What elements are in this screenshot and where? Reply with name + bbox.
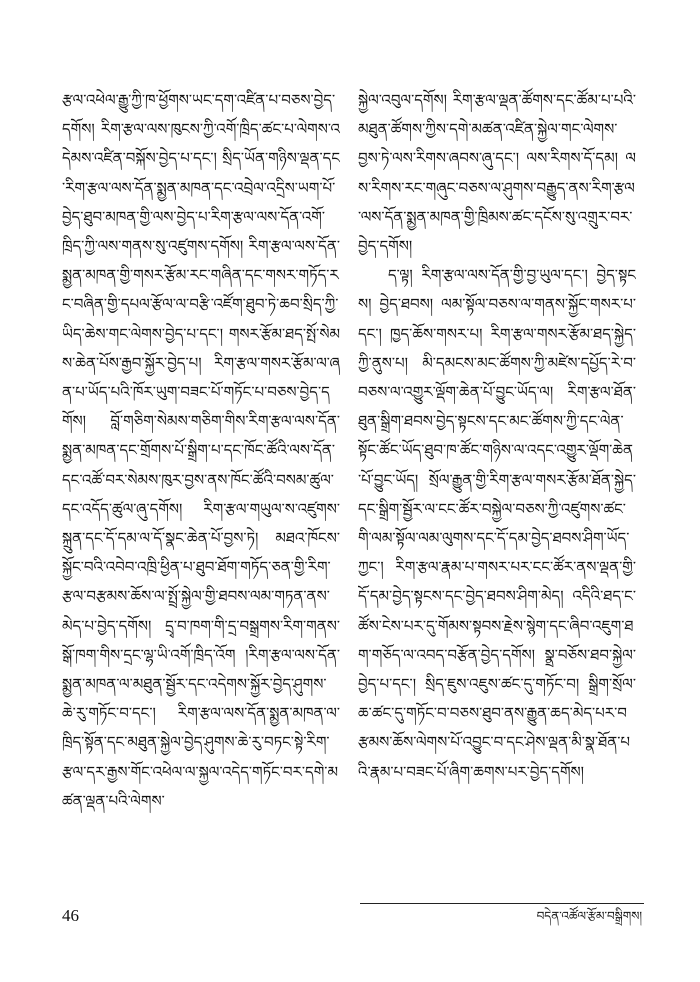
text-column-left <box>62 86 340 892</box>
text-column-right <box>358 86 636 892</box>
body-paragraph: རྩལ་འཕེལ་རྒྱུ་ཀྱི་ཁ་ཕྱོགས་ཡང་དག་འཛིན་པ་བཅས་བྱེད་དགོས། རིག་རྩལ་ལས་ཁུངས་ཀྱི་འགོ་ཁྲིད་ཚང་པ་ལེགས་འདེམས་འཛིན་བསྐོས་བྱེད་པ་དང་། སྲིད་ཡོན་གཉིས་ལྡན་དང་རིག་རྩལ་ལས་དོན་སྨྱན་མཁན་དང་འབྲེལ་འདྲིས་ཡག་པོ་བྱེད་ཐུབ་མཁན་གྱི་ལས་བྱེད་པ་རིག་རྩལ་ལས་དོན་འགོ་ཁྲིད་ཀྱི་ལས་གནས་སུ་འཛུགས་དགོས། རིག་རྩལ་ལས་དོན་སྨྱན་མཁན་གྱི་གསར་རྩོམ་རང་གཞིན་དང་གསར་གཏོད་རང་བཞིན་གྱི་དཔལ་རྩོལ་ལ་བརྩི་འཛོག་ཐུབ་ཏེ་ཆབ་སྲིད་ཀྱི་ཡིད་ཆེས་གང་ལེགས་བྱེད་པ་དང་། གསར་རྩོམ་ཐད་སྤོ་སེམས་ཆེན་པོས་རྒྱབ་སྐྱོར་བྱེད་པ། རིག་རྩལ་གསར་རྩོམ་ལ་ཞན་པ་ཡོད་པའི་ཁོར་ཡུག་བཟང་པོ་གཏོང་པ་བཅས་བྱེད་དགོས། བློ་གཅིག་སེམས་གཅིག་གིས་རིག་རྩལ་ལས་དོན་སྨྱན་མཁན་དང་གྲོགས་པོ་སྒྲིག་པ་དང་ཁོང་ཚོའི་ལས་དོན་དང་འཚོ་བར་སེམས་ཁུར་བྱས་ནས་ཁོང་ཚོའི་བསམ་ཚུལ་དང་འདོད་ཚུལ་ཞུ་དགོས། རིག་རྩལ་གཡུལ་ས་འཛུགས་སྐྲུན་དང་དོ་དམ་ལ་དོ་སྣང་ཆེན་པོ་བྱས་ཏེ། མཐའ་ཁོངས་སྐྱོང་བའི་འབེབ་འཁྲི་ཕྱིན་པ་ཐུབ་ཐོག་གཏོད་ཅན་གྱི་རིག་རྩལ་བརྩམས་ཆོས་ལ་སྤྲོ་སྐྱེལ་གྱི་ཐབས་ལམ་གཏན་ནས་མེད་པ་བྱེད་དགོས། དྲྭ་བ་ཁག་གི་དྲ་བསྒྲགས་རིག་གནས་སྒོ་ཁག་གིས་དྲང་ལྷ་ཡི་འགོ་ཁྲིད་འོག །རིག་རྩལ་ལས་དོན་སྨྱན་མཁན་ལ་མཐུན་སྦྱོར་དང་འདེགས་སྐྱོར་བྱེད་ཤུགས་ཆེ་རུ་གཏོང་བ་དང་། རིག་རྩལ་ལས་དོན་སྨྱན་མཁན་ལ་ཁྲིད་སྟོན་དང་མཐུན་སྐྱེལ་བྱེད་ཤུགས་ཆེ་རུ་བཏང་སྟེ་རིག་རྩལ་དར་རྒྱས་གོང་འཕེལ་ལ་སྐྱལ་འདེད་གཏོང་བར་དགེ་མཚན་ལྡན་པའི་ལེགས་ <box>62 91 340 810</box>
body-paragraph: སྐྱེལ་འབུལ་དགོས། རིག་རྩལ་ལྡན་ཚོགས་དང་ཚོམ་པ་པའི་མཐུན་ཚོགས་ཀྱིས་དགེ་མཚན་འཛིན་སྐྱེལ་གང་ལེགས་བྱས་ཏེ་ལས་རིགས་ཞབས་ཞུ་དང་། ལས་རིགས་དོ་དམ། ལས་རིགས་རང་གཞུང་བཅས་ལ་ཤུགས་བརྒྱུད་ནས་རིག་རྩལ་ལས་དོན་སྨྱན་མཁན་གྱི་ཁྲིམས་ཚང་དངོས་སུ་འགྲུར་བར་བྱེད་དགོས། <box>358 91 636 256</box>
running-footer-title: བདེན་འཚོལ་རྩོམ་བསྒྲིགས། <box>536 909 642 923</box>
body-paragraph: ད་ལྟ། རིག་རྩལ་ལས་དོན་གྱི་བྱ་ཡུལ་དང་། བྱེད་སྟངས། བྱེད་ཐབས། ལམ་སྟོལ་བཅས་ལ་གནས་སྐྱོང་གསར་པ་དང་། ཁྱད་ཆོས་གསར་པ། རིག་རྩལ་གསར་རྩོམ་ཐད་སྐྱེད་ཀྱི་ནུས་པ། མི་དམངས་མང་ཚོགས་ཀྱི་མཛེས་དཔྱོད་རེ་བ་བཅས་ལ་འགྱུར་ལྡོག་ཆེན་པོ་བྱུང་ཡོད་ལ། རིག་རྩལ་ཐོན་ཐུན་སྒྲིག་ཐབས་བྱེད་སྟངས་དང་མང་ཚོགས་ཀྱི་དང་ལེན་སྟོང་ཚོང་ཡོད་ཐུབ་ཁ་ཚོང་གཉིས་ལ་འདང་འགྱུར་ལྡོག་ཆེན་པོ་བྱུང་ཡོད། སྲོལ་རྒྱུན་གྱི་རིག་རྩལ་གསར་རྩོམ་ཐོན་སྐྱེད་དང་སྒྲིག་སྦྱོར་ལ་ངང་ཚོར་བསྐྱེལ་བཅས་ཀྱི་འཛུགས་ཚང་གི་ལམ་སྟོལ་ལམ་ལུགས་དང་དོ་དམ་བྱེད་ཐབས་ཤིག་ཡོད་ཀྱང་། རིག་རྩལ་རྣམ་པ་གསར་པར་ངང་ཚོར་ནས་ལྡན་གྱི་དོ་དམ་བྱེད་སྟངས་དང་བྱེད་ཐབས་ཤིག་མེད། འདིའི་ཐད་ང་ཚོས་ངེས་པར་དུ་གོམས་སྟབས་རྗེས་སྙེག་དང་ཞིབ་འཇུག་ཐག་གཅོད་ལ་འབད་བརྩོན་བྱེད་དགོས། སྣྲ་བཅོས་ཐབ་སྐྱེལ་བྱེད་པ་དང་། སྲིད་ཇུས་འཇུས་ཚང་དུ་གཏོང་བ། སྒྲིག་སྲོལ་ཆ་ཚང་དུ་གཏོང་བ་བཅས་ཐུབ་ནས་རྒྱུན་ཆད་མེད་པར་བརྩམས་ཆོས་ལེགས་པོ་འབྱུང་བ་དང་ཤེས་ལྡན་མི་སྣ་ཐོན་པའི་རྣམ་པ་བཟང་པོ་ཞིག་ཆགས་པར་བྱེད་དགོས། <box>358 266 636 781</box>
footer-rule <box>360 903 644 904</box>
page-number: 46 <box>62 906 79 925</box>
